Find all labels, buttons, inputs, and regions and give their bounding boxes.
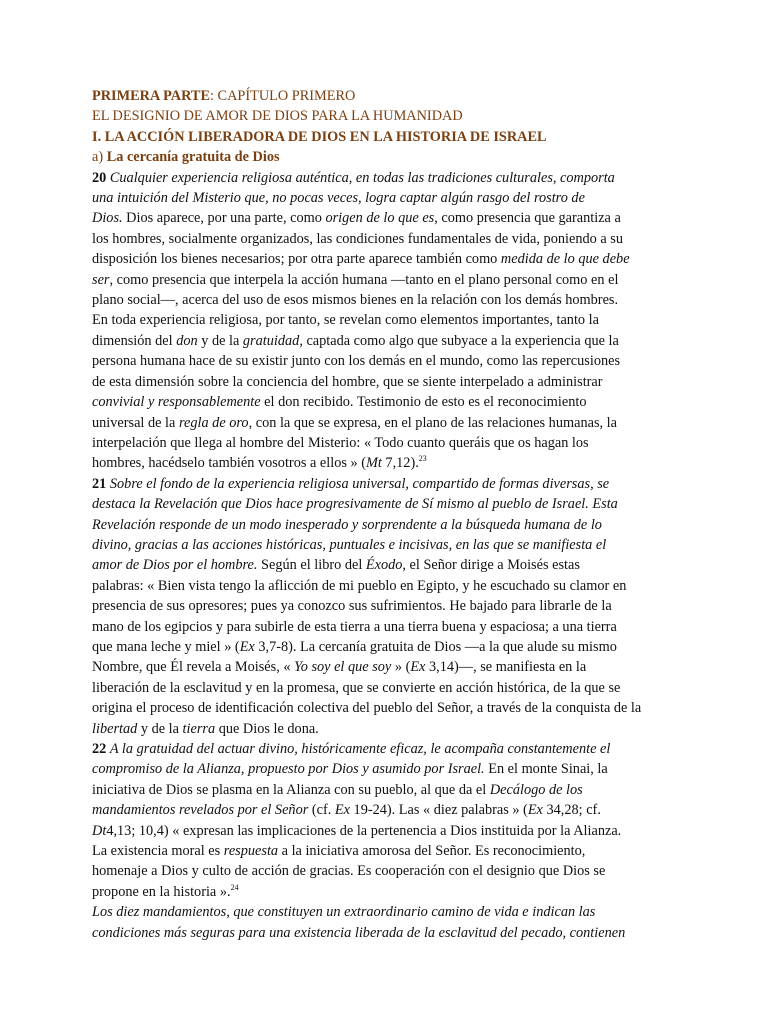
text-span: Decálogo de los: [489, 781, 583, 798]
text-span: que mana leche y miel » (: [92, 638, 240, 655]
text-span: En el monte Sinai, la: [484, 761, 608, 778]
text-span: , captada como algo que subyace a la experiencia que la: [299, 332, 619, 349]
text-span: amor de Dios por el hombre.: [92, 557, 258, 574]
text-line: mano de los egipcios y para subirle de esta tierra a una tierra buena y espaciosa; a una tierra: [92, 618, 617, 635]
text-line: origina el proceso de identificación colectiva del pueblo del Señor, a través de la conquista de la: [92, 700, 642, 717]
text-span: , el Señor dirige a Moisés estas: [402, 557, 580, 574]
paragraph-number: 20: [92, 169, 107, 186]
text-line: presencia de sus opresores; pues ya conozco sus sufrimientos. He bajado para librarle de la: [92, 598, 612, 615]
text-span: libertad: [92, 720, 138, 737]
text-span: a la iniciativa amorosa del Señor. Es reconocimiento,: [278, 843, 586, 860]
text-span: Dios aparece, por una parte, como: [122, 210, 326, 227]
text-span: Éxodo: [365, 557, 403, 574]
text-line: Cualquier experiencia religiosa auténtica, en todas las tradiciones culturales, comporta: [109, 169, 615, 186]
paragraph-22: [92, 739, 688, 902]
text-span: y de la: [197, 332, 243, 349]
text-span: hombres, hacédselo también vosotros a ellos » (: [92, 455, 366, 472]
text-span: 4,13; 10,4) « expresan las implicaciones de la pertenencia a Dios instituida por la Alianza.: [106, 822, 622, 839]
text-span: 19-24). Las « diez palabras » (: [349, 802, 528, 819]
text-span: que Dios le dona.: [215, 720, 319, 737]
paragraph-number: 21: [92, 475, 107, 492]
part-label: PRIMERA PARTE: [92, 88, 210, 104]
subsection-letter: a): [92, 149, 104, 166]
document-body: [92, 86, 688, 943]
text-line: una intuición del Misterio que, no pocas veces, logra captar algún rasgo del rostro de: [92, 190, 585, 207]
text-span: el don recibido. Testimonio de esto es el reconocimiento: [260, 394, 587, 411]
text-span: 3,7-8). La cercanía gratuita de Dios —a la que alude su mismo: [254, 638, 617, 655]
footnote-ref[interactable]: 24: [230, 883, 239, 893]
text-line: Los diez mandamientos, que constituyen un extraordinario camino de vida e indican las: [92, 904, 596, 921]
text-span: respuesta: [223, 843, 279, 860]
chapter-label: : CAPÍTULO PRIMERO: [209, 88, 356, 104]
text-span: ser: [92, 271, 110, 288]
text-line: A la gratuidad del actuar divino, históricamente eficaz, le acompaña constantemente el: [109, 741, 611, 757]
text-line: En toda experiencia religiosa, por tanto, se revelan como elementos importantes, tanto la: [92, 312, 599, 329]
text-span: 3,14)—, se manifiesta en la: [425, 659, 587, 676]
text-span: Según el libro del: [257, 557, 366, 574]
paragraph-20: [92, 168, 688, 474]
text-span: dimensión del: [92, 332, 177, 349]
text-line: interpelación que llega al hombre del Misterio: « Todo cuanto queráis que os hagan los: [92, 434, 589, 451]
text-span: Ex: [239, 638, 255, 655]
text-span: tierra: [182, 720, 216, 737]
text-span: Mt: [365, 455, 382, 472]
text-span: regla de oro: [178, 414, 249, 431]
text-span: 7,12).: [381, 455, 419, 472]
text-span: Ex: [410, 659, 426, 676]
text-span: , con la que se expresa, en el plano de las relaciones humanas, la: [248, 414, 617, 431]
text-line: persona humana hace de su existir junto con los demás en el mundo, como las repercusiones: [92, 353, 621, 370]
text-line: liberación de la esclavitud y en la promesa, que se convierte en acción histórica, de la que se: [92, 679, 621, 696]
text-span: La existencia moral es: [92, 843, 224, 860]
paragraph-21: [92, 474, 688, 739]
footnote-ref[interactable]: 23: [418, 454, 427, 464]
text-span: compromiso de la Alianza, propuesto por Dios y asumido por Israel.: [92, 761, 485, 778]
text-span: iniciativa de Dios se plasma en la Alianza con su pueblo, al que da el: [92, 781, 490, 798]
text-span: Dt: [92, 822, 107, 839]
text-line: Sobre el fondo de la experiencia religiosa universal, compartido de formas diversas, se: [109, 475, 610, 492]
text-line: de esta dimensión sobre la conciencia del hombre, que se siente interpelado a administrar: [92, 373, 603, 390]
text-span: » (: [391, 659, 411, 676]
paragraph-continuation: [92, 902, 688, 943]
text-span: Dios.: [92, 210, 123, 227]
text-span: Yo soy el que soy: [294, 659, 392, 676]
text-line: homenaje a Dios y culto de acción de gracias. Es cooperación con el designio que Dios se: [92, 863, 606, 880]
text-line: Revelación responde de un modo inesperado y sorprendente a la búsqueda humana de lo: [92, 516, 602, 533]
chapter-title: EL DESIGNIO DE AMOR DE DIOS PARA LA HUMANIDAD: [92, 108, 463, 125]
text-line: los hombres, socialmente organizados, las condiciones fundamentales de vida, poniendo a su: [92, 230, 623, 247]
part-heading: [92, 86, 688, 106]
subsection-title: La cercanía gratuita de Dios: [106, 149, 280, 166]
text-line: plano social—, acerca del uso de esos mismos bienes en la relación con los demás hombres.: [92, 292, 619, 309]
text-span: Ex: [334, 802, 350, 819]
text-span: convivial y responsablemente: [92, 394, 261, 411]
text-span: medida de lo que debe: [500, 251, 630, 268]
section-heading: I. LA ACCIÓN LIBERADORA DE DIOS EN LA HISTORIA DE ISRAEL: [92, 128, 547, 145]
text-span: don: [176, 332, 198, 349]
text-line: palabras: « Bien vista tengo la aflicción de mi pueblo en Egipto, y he escuchado su clamor en: [92, 577, 627, 594]
text-span: (cf.: [308, 802, 335, 819]
text-span: universal de la: [92, 414, 179, 431]
text-span: y de la: [137, 720, 183, 737]
text-span: propone en la historia ».: [92, 883, 231, 900]
text-span: , como presencia que garantiza a: [434, 210, 621, 227]
text-span: , como presencia que interpela la acción humana —tanto en el plano personal como en el: [109, 271, 619, 288]
text-span: 34,28; cf.: [542, 802, 601, 819]
subsection-heading: [92, 147, 688, 167]
paragraph-number: 22: [92, 741, 107, 757]
text-span: disposición los bienes necesarios; por otra parte aparece también como: [92, 251, 501, 268]
text-span: gratuidad: [242, 332, 300, 349]
text-span: Nombre, que Él revela a Moisés, «: [92, 659, 295, 676]
text-span: origen de lo que es: [325, 210, 435, 227]
text-span: Ex: [527, 802, 543, 819]
text-span: mandamientos revelados por el Señor: [92, 802, 309, 819]
text-line: condiciones más seguras para una existencia liberada de la esclavitud del pecado, contienen: [92, 924, 626, 941]
text-line: destaca la Revelación que Dios hace progresivamente de Sí mismo al pueblo de Israel. Esta: [92, 496, 618, 513]
text-line: divino, gracias a las acciones históricas, puntuales e incisivas, en las que se manifiesta el: [92, 536, 607, 553]
